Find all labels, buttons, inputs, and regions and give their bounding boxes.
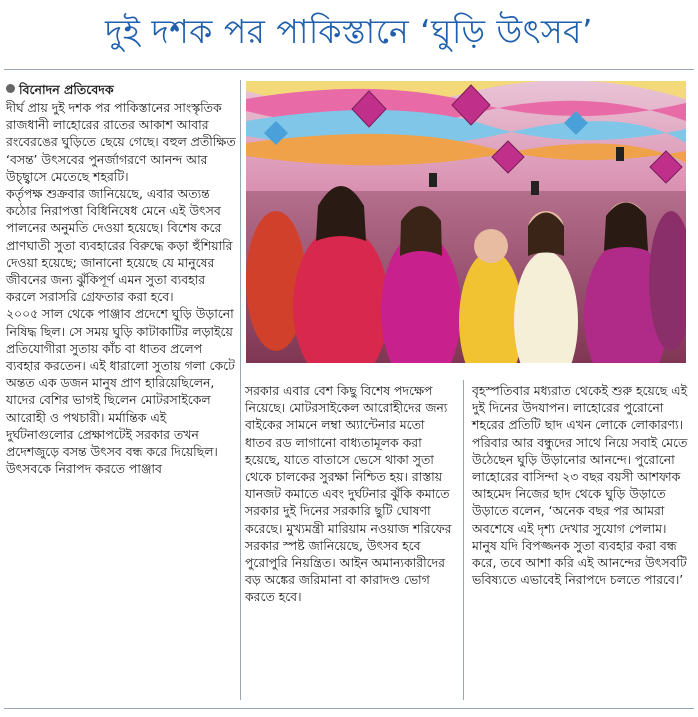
paragraph: বৃহস্পতিবার মধ্যরাত থেকেই শুরু হয়েছে এই দুই দিনের উদযাপন। লাহোরের পুরোনো শহরের প্রতিটি ছাদ এখন লোকে লোকারণ্য। পরিবার আর বন্ধুদের সাথে নিয়ে সবাই মেতে উঠেছেন ঘুড়ি উড়ানোর আনন্দে। পুরোনো লাহোরের বাসিন্দা ২৩ বছর বয়সী আশফাক আহমেদ নিজের ছাদ থেকে ঘুড়ি উড়াতে উড়াতে বলেন, ‘অনেক বছর পর আমরা অবশেষে এই দৃশ্য দেখার সুযোগ পেলাম। মানুষ যদি বিপজ্জনক সুতা ব্যবহার করা বন্ধ করে, তবে আশা করি এই আনন্দের উৎসবটি ভবিষ্যতে এভাবেই নিরাপদে চলতে পারবে।’ bbox=[472, 383, 688, 588]
article-column-1 bbox=[6, 99, 236, 477]
paragraph: কর্তৃপক্ষ শুক্রবার জানিয়েছে, এবার অত্যন্ত কঠোর নিরাপত্তা বিধিনিষেধ মেনে এই উৎসব পালনের অনুমতি দেওয়া হয়েছে। বিশেষ করে প্রাণঘাতী সুতা ব্যবহারের বিরুদ্ধে কড়া হুঁশিয়ারি দেওয়া হয়েছে; জানানো হয়েছে যে মানুষের জীবনের জন্য ঝুঁকিপূর্ণ এমন সুতা ব্যবহার করলে সরাসরি গ্রেফতার করা হবে। bbox=[6, 186, 233, 305]
article-column-2 bbox=[245, 382, 455, 606]
column-divider bbox=[240, 80, 241, 700]
paragraph: দীর্ঘ প্রায় দুই দশক পর পাকিস্তানের সাংস্কৃতিক রাজধানী লাহোরের রাতের আকাশ আবার রংবেরঙের ঘুড়িতে ছেয়ে গেছে। বহুল প্রতীক্ষিত ‘বসন্ত’ উৎসবের পুনর্জাগরণে আনন্দ আর উচ্ছ্বাসে মেতেছে শহরটি। bbox=[6, 100, 236, 184]
festival-photo bbox=[246, 81, 686, 363]
paragraph: ২০০৫ সাল থেকে পাঞ্জাব প্রদেশে ঘুড়ি উড়ানো নিষিদ্ধ ছিল। সে সময় ঘুড়ি কাটাকাটির লড়াইয়ে প্রতিযোগীরা সুতায় কাঁচ বা ধাতব প্রলেপ ব্যবহার করতেন। এই ধারালো সুতায় গলা কেটে অন্তত এক ডজন মানুষ প্রাণ হারিয়েছিলেন, যাদের বেশির ভাগই ছিলেন মোটরসাইকেল আরোহী ও পথচারী। মর্মান্তিক এই দুর্ঘটনাগুলোর প্রেক্ষাপটেই সরকার তখন প্রদেশজুড়ে বসন্ত উৎসব বন্ধ করে দিয়েছিল। bbox=[6, 306, 235, 460]
paragraph: উৎসবকে নিরাপদ করতে পাঞ্জাব bbox=[6, 461, 162, 477]
column-divider bbox=[463, 380, 464, 700]
bullet-icon bbox=[6, 84, 15, 93]
byline-text: বিনোদন প্রতিবেদক bbox=[19, 82, 114, 97]
headline-rule bbox=[4, 69, 694, 70]
paragraph: সরকার এবার বেশ কিছু বিশেষ পদক্ষেপ নিয়েছে। মোটরসাইকেল আরোহীদের জন্য বাইকের সামনে লম্বা অ্যান্টেনার মতো ধাতব রড লাগানো বাধ্যতামূলক করা হয়েছে, যাতে বাতাসে ভেসে থাকা সুতা থেকে চালকের সুরক্ষা নিশ্চিত হয়। রাস্তায় যানজট কমাতে এবং দুর্ঘটনার ঝুঁকি কমাতে সরকার দুই দিনের সরকারি ছুটি ঘোষণা করেছে। মুখ্যমন্ত্রী মারিয়াম নওয়াজ শরিফের সরকার স্পষ্ট জানিয়েছে, উৎসব হবে পুরোপুরি নিয়ন্ত্রিত। আইন অমান্যকারীদের বড় অঙ্কের জরিমানা বা কারাদণ্ড ভোগ করতে হবে। bbox=[245, 383, 452, 605]
headline: দুই দশক পর পাকিস্তানে ‘ঘুড়ি উৎসব’ bbox=[104, 12, 594, 51]
bottom-rule bbox=[4, 708, 694, 709]
article-column-3 bbox=[472, 382, 688, 588]
